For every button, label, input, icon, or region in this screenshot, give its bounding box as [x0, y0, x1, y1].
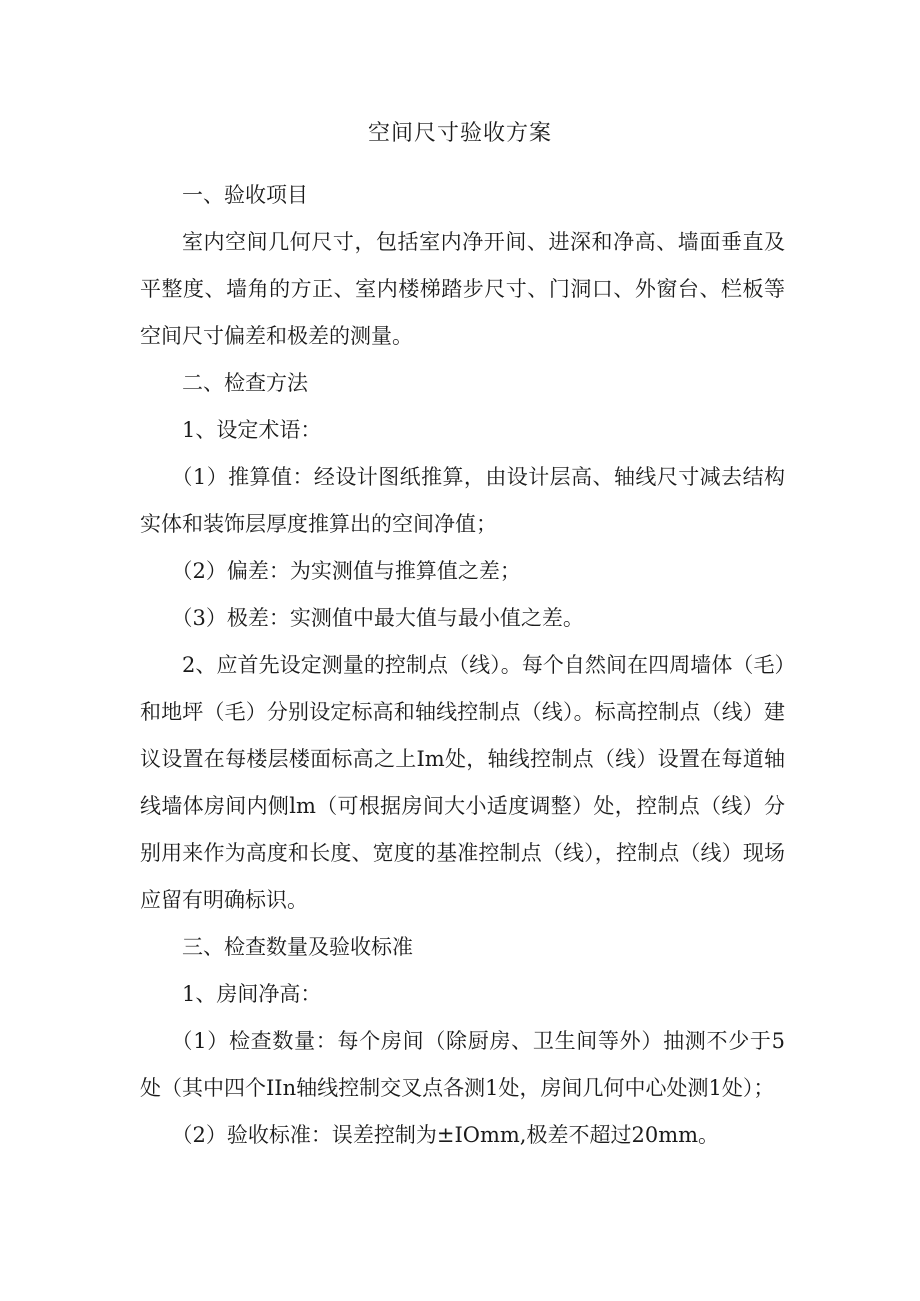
paragraph-acceptance-standard: （2）验收标准：误差控制为±IOmm,极差不超过20mm。: [171, 1123, 720, 1147]
term-deviation: （2）偏差：为实测值与推算值之差；: [171, 559, 521, 583]
term-range: （3）极差：实测值中最大值与最小值之差。: [171, 606, 584, 630]
subheading-room-height: 1、房间净高：: [182, 982, 322, 1006]
subheading-terms: 1、设定术语：: [182, 418, 322, 442]
term-calculated-value: （1）推算值：经设计图纸推算，由设计层高、轴线尺寸减去结构实体和装饰层厚度推算出的空间净值；: [140, 465, 785, 536]
paragraph-control-points: 2、应首先设定测量的控制点（线）。每个自然间在四周墙体（毛）和地坪（毛）分别设定标高和轴线控制点（线）。标高控制点（线）建议设置在每楼层楼面标高之上Im处，轴线控制点（线）设置在每道轴线墙体房间内侧lm（可根据房间大小适度调整）处，控制点（线）分别用来作为高度和长度、宽度的基准控制点（线），控制点（线）现场应留有明确标识。: [140, 653, 785, 912]
document-title: 空间尺寸验收方案: [367, 121, 552, 146]
paragraph-acceptance-scope: 室内空间几何尺寸，包括室内净开间、进深和净高、墙面垂直及平整度、墙角的方正、室内楼梯踏步尺寸、门洞口、外窗台、栏板等空间尺寸偏差和极差的测量。: [140, 230, 785, 348]
document-body: [140, 172, 785, 1159]
section-heading-acceptance-items: 一、验收项目: [182, 183, 308, 207]
section-heading-inspection-method: 二、检查方法: [182, 371, 308, 395]
paragraph-inspection-quantity: （1）检查数量：每个房间（除厨房、卫生间等外）抽测不少于5处（其中四个IIn轴线控制交叉点各测1处，房间几何中心处测1处）；: [140, 1029, 785, 1100]
section-heading-quantity-and-standard: 三、检查数量及验收标准: [182, 935, 413, 959]
